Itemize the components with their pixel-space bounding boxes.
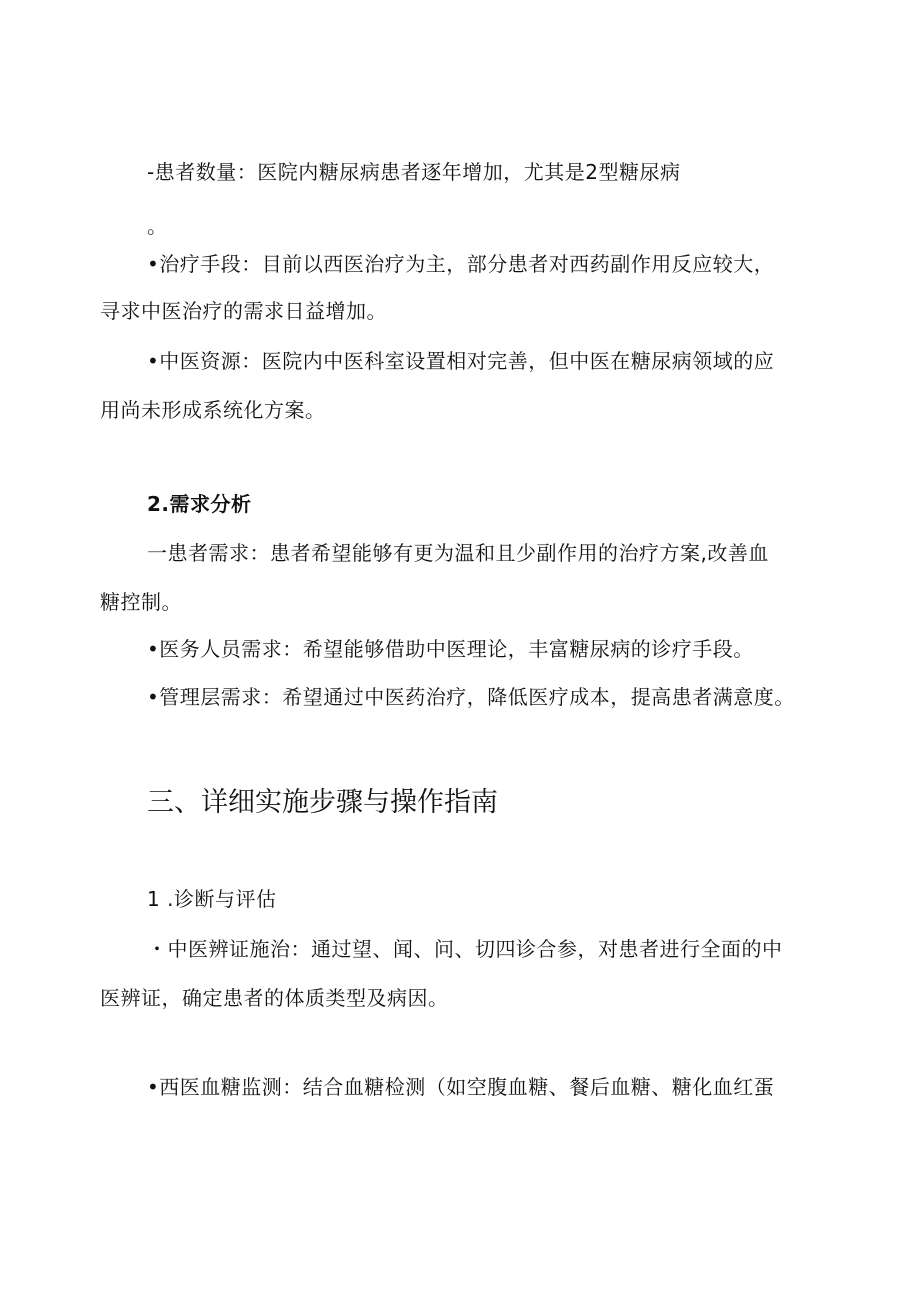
bullet-tcm-differentiation-cont: 医辨证，确定患者的体质类型及病因。	[100, 986, 449, 1010]
chapter-heading-implementation: 三、详细实施步骤与操作指南	[147, 787, 498, 818]
section-heading-diagnosis: 1 .诊断与评估	[147, 887, 277, 911]
bullet-treatment-means-cont: 寻求中医治疗的需求日益增加。	[100, 299, 387, 323]
bullet-management-needs: •管理层需求：希望通过中医药治疗，降低医疗成本，提高患者满意度。	[147, 685, 795, 709]
bullet-tcm-differentiation: ・中医辨证施治：通过望、闻、问、切四诊合参，对患者进行全面的中	[147, 937, 783, 961]
paragraph-patient-count-end: 。	[147, 214, 168, 238]
bullet-treatment-means: •治疗手段：目前以西医治疗为主，部分患者对西药副作用反应较大，	[147, 252, 775, 276]
bullet-tcm-resources-cont: 用尚未形成系统化方案。	[100, 398, 326, 422]
paragraph-patient-needs: 一患者需求：患者希望能够有更为温和且少副作用的治疗方案,改善血	[147, 541, 769, 565]
bullet-glucose-monitoring: •西医血糖监测：结合血糖检测（如空腹血糖、餐后血糖、糖化血红蛋	[147, 1075, 775, 1099]
paragraph-patient-count: -患者数量：医院内糖尿病患者逐年增加，尤其是2型糖尿病	[147, 160, 681, 184]
paragraph-patient-needs-cont: 糖控制。	[100, 590, 182, 614]
section-heading-needs-analysis: 2.需求分析	[147, 492, 252, 516]
bullet-tcm-resources: •中医资源：医院内中医科室设置相对完善，但中医在糖尿病领域的应	[147, 349, 775, 373]
bullet-medical-staff-needs: •医务人员需求：希望能够借助中医理论，丰富糖尿病的诊疗手段。	[147, 637, 754, 661]
